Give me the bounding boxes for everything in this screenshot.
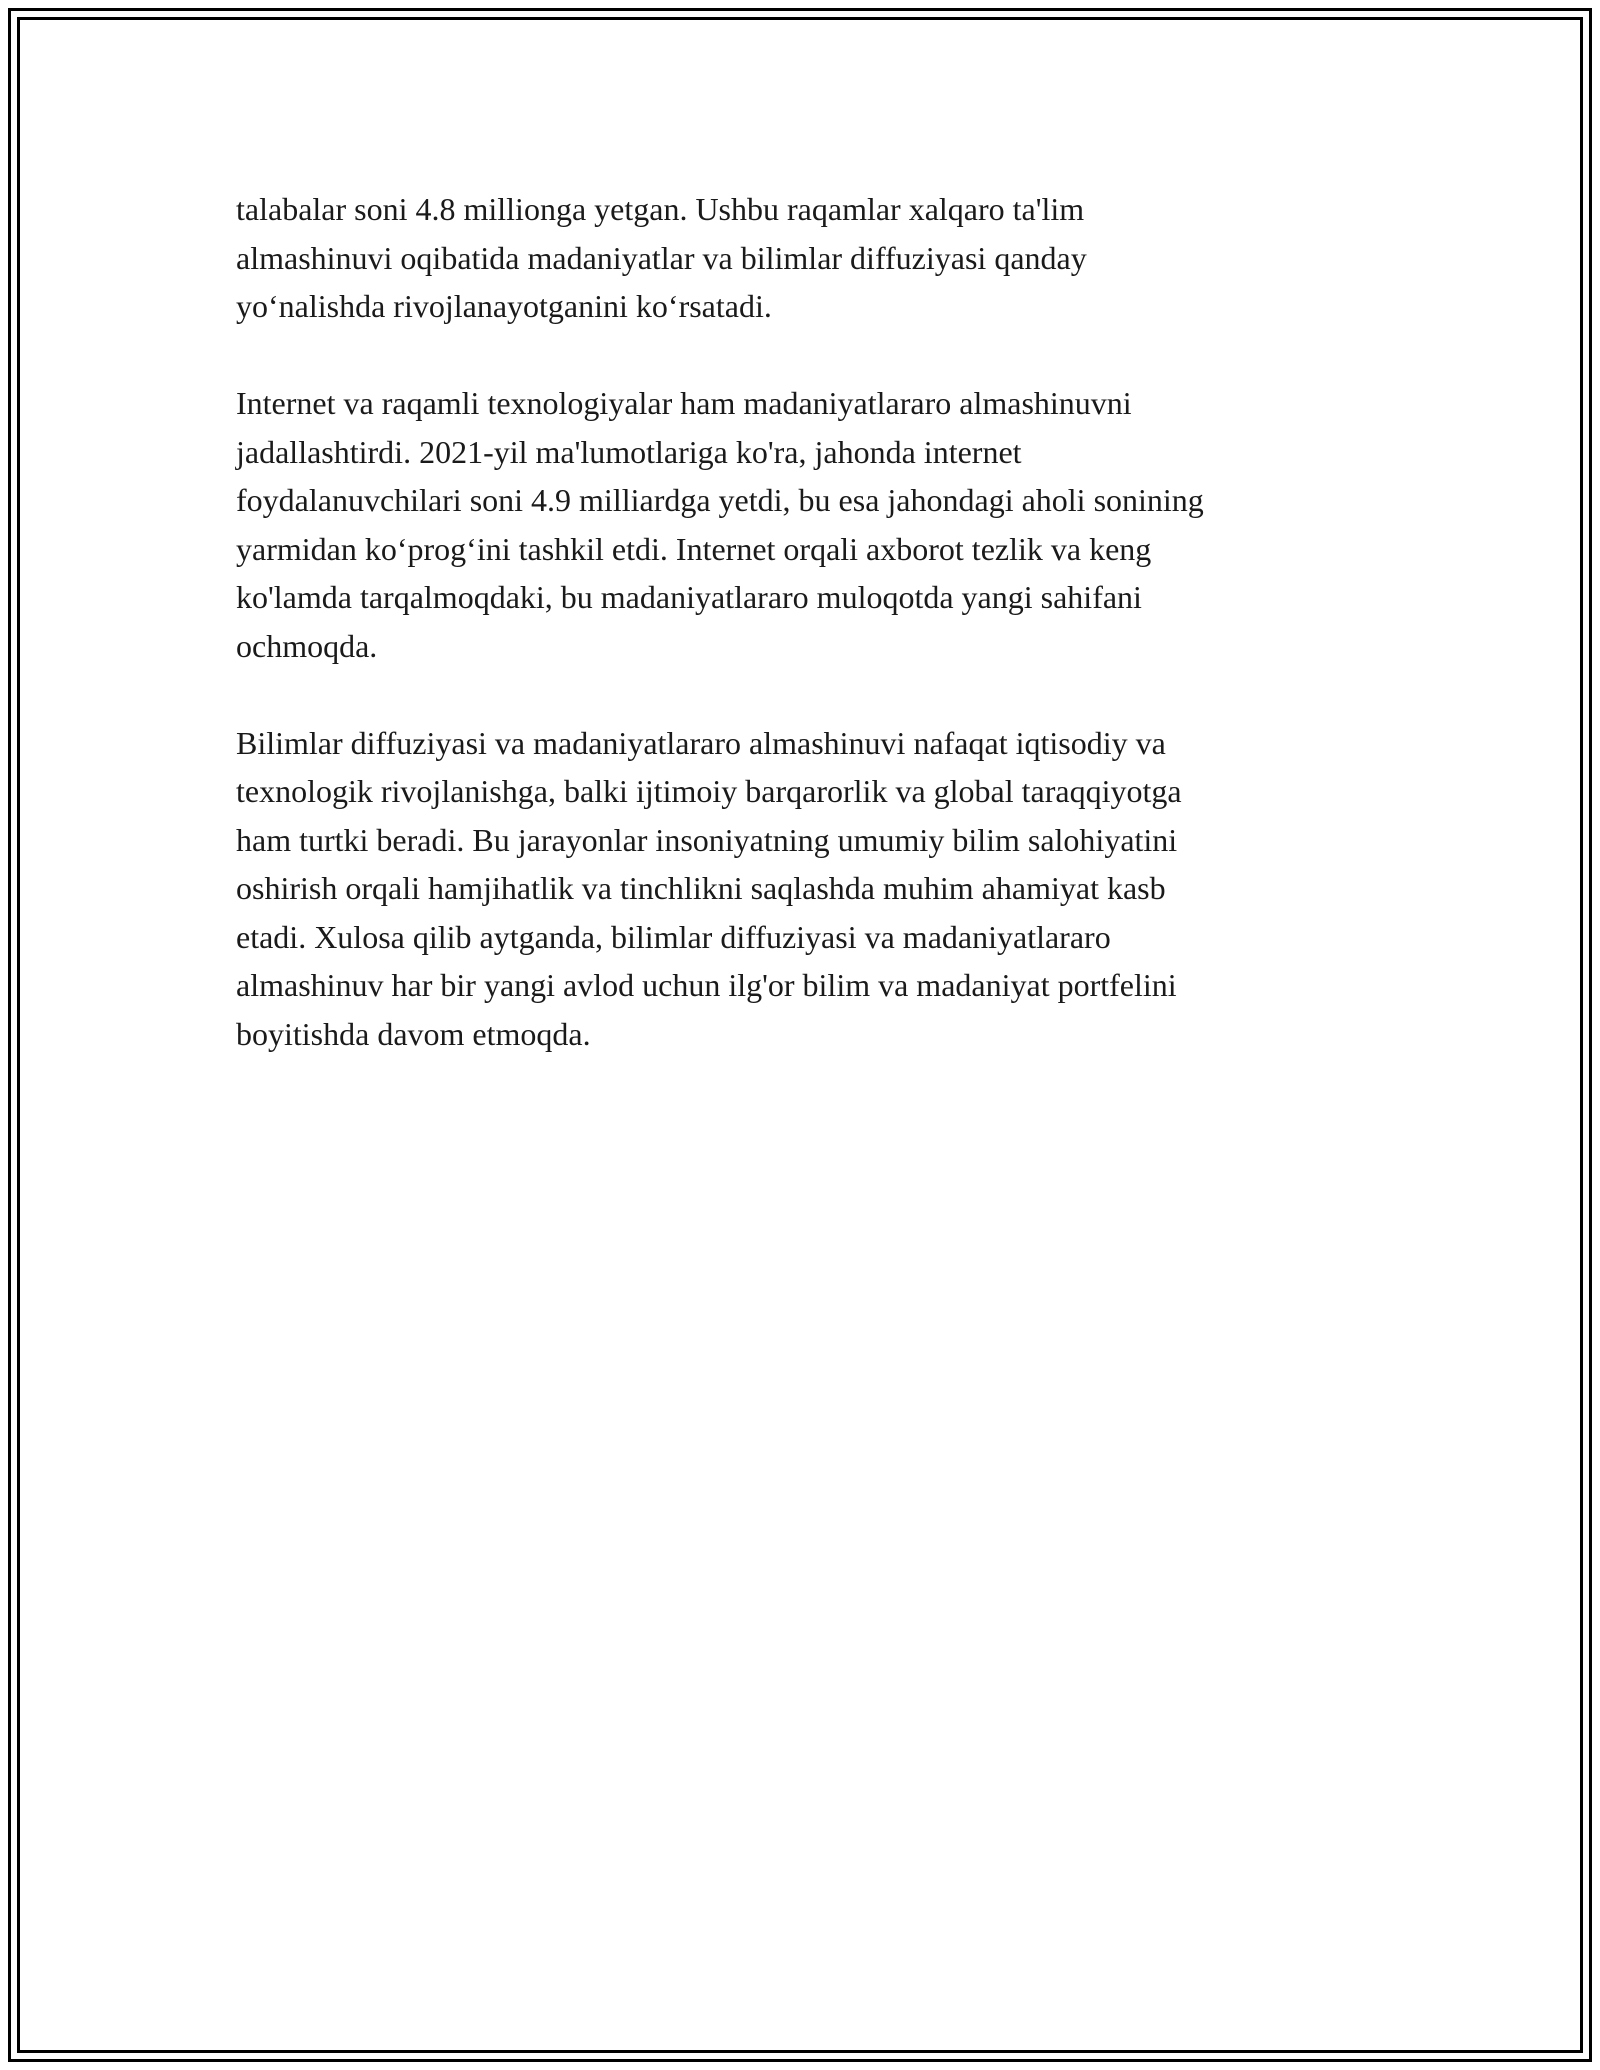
document-body — [236, 185, 1366, 1107]
paragraph-2: Internet va raqamli texnologiyalar ham madaniyatlararo almashinuvni jadallashtirdi. 2021-yil ma'lumotlariga ko'ra, jahonda internet foydalanuvchilari soni 4.9 milliardga yetdi, bu esa jahondagi aholi sonining yarmidan ko‘prog‘ini tashkil etdi. Internet orqali axborot tezlik va keng ko'lamda tarqalmoqdaki, bu madaniyatlararo muloqotda yangi sahifani ochmoqda. — [236, 385, 1204, 664]
paragraph-1: talabalar soni 4.8 millionga yetgan. Ushbu raqamlar xalqaro ta'lim almashinuvi oqibatida madaniyatlar va bilimlar diffuziyasi qanday yo‘nalishda rivojlanayotganini ko‘rsatadi. — [236, 191, 1087, 324]
paragraph-3: Bilimlar diffuziyasi va madaniyatlararo almashinuvi nafaqat iqtisodiy va texnologik rivojlanishga, balki ijtimoiy barqarorlik va global taraqqiyotga ham turtki beradi. Bu jarayonlar insoniyatning umumiy bilim salohiyatini oshirish orqali hamjihatlik va tinchlikni saqlashda muhim ahamiyat kasb etadi. Xulosa qilib aytganda, bilimlar diffuziyasi va madaniyatlararo almashinuv har bir yangi avlod uchun ilg'or bilim va madaniyat portfelini boyitishda davom etmoqda. — [236, 724, 1182, 1052]
